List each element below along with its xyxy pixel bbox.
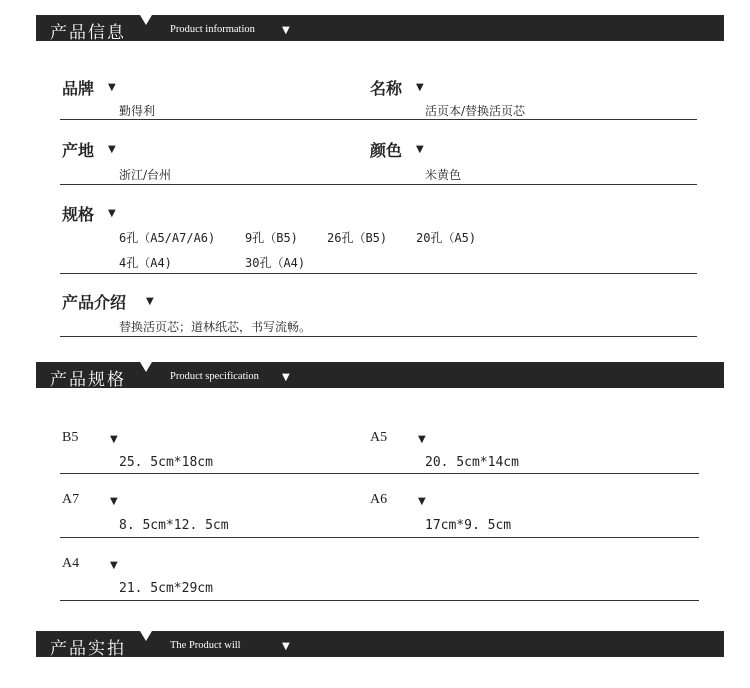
brand-value: 勤得利: [119, 104, 156, 118]
section-title: 产品信息: [50, 23, 126, 43]
section-title: 产品规格: [50, 370, 126, 390]
section-header-photo: [36, 631, 724, 657]
section-subtitle: Product information: [170, 24, 255, 35]
notch-decoration: [140, 631, 152, 641]
triangle-down-icon: ▼: [416, 82, 424, 93]
name-value: 活页本/替换活页芯: [425, 104, 526, 118]
triangle-down-icon: ▼: [108, 208, 116, 219]
section-title: 产品实拍: [50, 639, 126, 659]
divider: [60, 119, 697, 120]
triangle-down-icon: ▼: [282, 25, 290, 36]
brand-label: 品牌: [62, 79, 95, 98]
triangle-down-icon: ▼: [416, 144, 424, 155]
size-label: A4: [62, 556, 80, 571]
notch-decoration: [140, 362, 152, 372]
size-value: 25. 5cm*18cm: [119, 455, 213, 470]
triangle-down-icon: ▼: [110, 434, 118, 445]
color-value: 米黄色: [425, 168, 462, 182]
triangle-down-icon: ▼: [418, 434, 426, 445]
size-label: B5: [62, 430, 79, 445]
divider: [60, 336, 697, 337]
intro-label: 产品介绍: [62, 293, 127, 312]
size-value: 20. 5cm*14cm: [425, 455, 519, 470]
triangle-down-icon: ▼: [282, 372, 290, 383]
section-subtitle: Product specification: [170, 371, 259, 382]
section-header-spec: [36, 362, 724, 388]
divider: [60, 273, 697, 274]
triangle-down-icon: ▼: [110, 496, 118, 507]
divider: [60, 184, 697, 185]
size-value: 8. 5cm*12. 5cm: [119, 518, 229, 533]
section-header-info: [36, 15, 724, 41]
size-label: A5: [370, 430, 388, 445]
origin-label: 产地: [62, 141, 95, 160]
size-value: 21. 5cm*29cm: [119, 581, 213, 596]
origin-value: 浙江/台州: [119, 168, 172, 182]
section-subtitle: The Product will: [170, 640, 241, 651]
triangle-down-icon: ▼: [108, 144, 116, 155]
spec-option: 4孔（A4): [119, 256, 172, 270]
spec-option: 30孔（A4): [245, 256, 306, 270]
divider: [60, 600, 699, 601]
triangle-down-icon: ▼: [418, 496, 426, 507]
spec-option: 6孔（A5/A7/A6): [119, 231, 216, 245]
triangle-down-icon: ▼: [146, 296, 154, 307]
triangle-down-icon: ▼: [110, 560, 118, 571]
name-label: 名称: [370, 79, 403, 98]
triangle-down-icon: ▼: [108, 82, 116, 93]
intro-value: 替换活页芯；道林纸芯，书写流畅。: [119, 320, 312, 334]
spec-option: 26孔（B5): [327, 231, 388, 245]
divider: [60, 537, 699, 538]
notch-decoration: [140, 15, 152, 25]
spec-option: 20孔（A5): [416, 231, 477, 245]
size-label: A7: [62, 492, 80, 507]
spec-option: 9孔（B5): [245, 231, 298, 245]
color-label: 颜色: [370, 141, 403, 160]
size-label: A6: [370, 492, 388, 507]
triangle-down-icon: ▼: [282, 641, 290, 652]
specs-label: 规格: [62, 205, 95, 224]
divider: [60, 473, 699, 474]
size-value: 17cm*9. 5cm: [425, 518, 512, 533]
